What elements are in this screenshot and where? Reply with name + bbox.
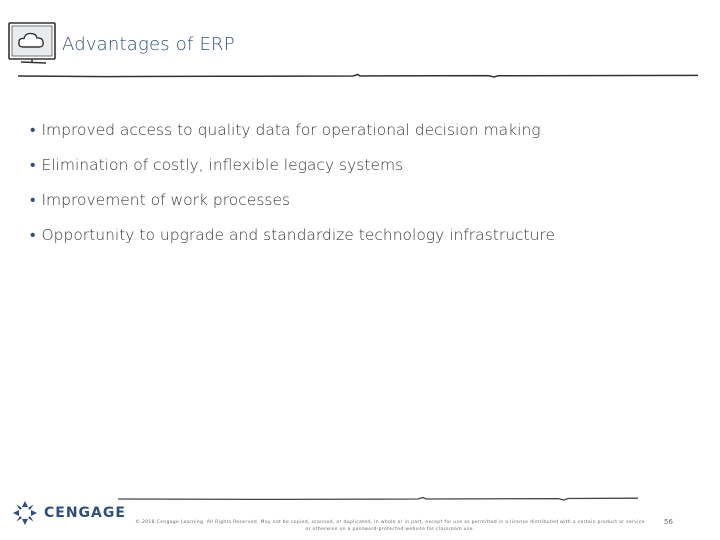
copyright-line: or otherwise on a password-protected website for classroom use. xyxy=(305,527,475,532)
page-number: 56 xyxy=(664,518,673,526)
bullet-text: Elimination of costly, inflexible legacy systems xyxy=(41,156,404,174)
cengage-logo xyxy=(12,500,126,526)
footer-divider xyxy=(118,494,638,504)
cengage-logo-icon xyxy=(12,500,38,526)
bullet-item xyxy=(30,155,555,175)
logo-wordmark: CENGAGE xyxy=(44,505,126,521)
bullet-item xyxy=(30,225,555,245)
bullet-list xyxy=(30,120,555,260)
cloud-monitor-icon xyxy=(6,20,58,72)
copyright-line: © 2018 Cengage Learning. All Rights Reserved. May not be copied, scanned, or duplicated, in whole or in part, except for use as permitted in a license distributed with a certain product or service xyxy=(135,520,645,525)
bullet-text: Opportunity to upgrade and standardize technology infrastructure xyxy=(41,226,556,244)
slide-title: Advantages of ERP xyxy=(62,34,235,55)
bullet-marker: • xyxy=(30,191,36,209)
bullet-item xyxy=(30,190,555,210)
bullet-item xyxy=(30,120,555,140)
title-divider xyxy=(18,72,698,82)
bullet-marker: • xyxy=(30,121,36,139)
bullet-marker: • xyxy=(30,156,36,174)
bullet-text: Improvement of work processes xyxy=(41,191,291,209)
copyright-notice xyxy=(120,519,660,533)
bullet-marker: • xyxy=(30,226,36,244)
bullet-text: Improved access to quality data for operational decision making xyxy=(41,121,541,139)
